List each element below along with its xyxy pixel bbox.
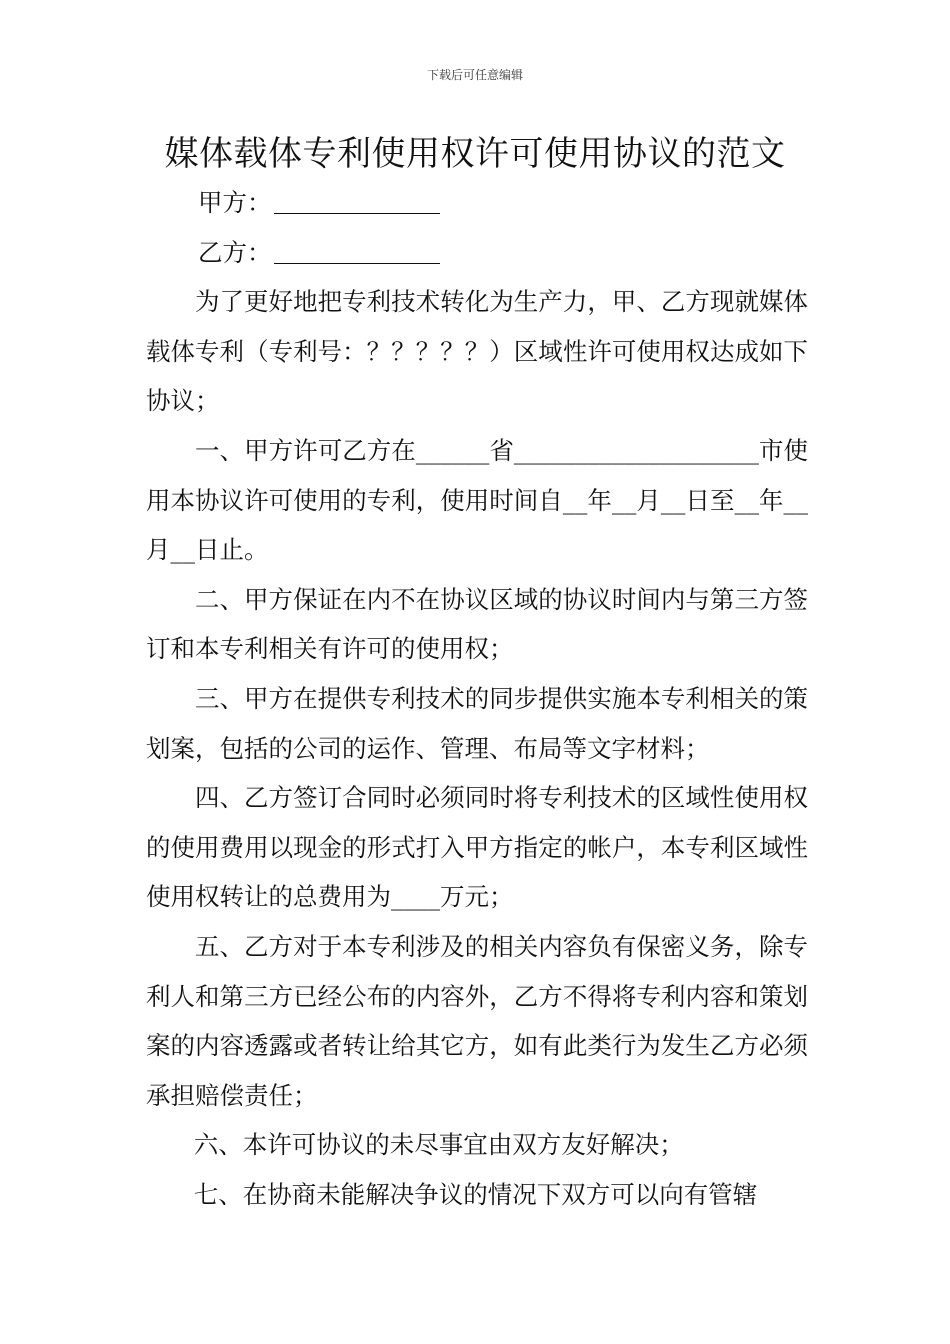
paragraph-clause-1: 一、甲方许可乙方在______省____________________市使用本协议许可使用的专利，使用时间自__年__月__日至__年__月__日止。 — [146, 435, 808, 565]
paragraph-clause-6: 六、本许可协议的未尽事宜由双方友好解决； — [193, 1130, 684, 1160]
page-header-note: 下载后可任意编辑 — [426, 68, 523, 82]
party-b-blank — [274, 262, 440, 264]
paragraph-clause-7: 七、在协商未能解决争议的情况下双方可以向有管辖 — [193, 1179, 758, 1209]
document-body — [146, 178, 808, 1219]
document-title: 媒体载体专利使用权许可使用协议的范文 — [164, 134, 786, 174]
paragraph-clause-4: 四、乙方签订合同时必须同时将专利技术的区域性使用权的使用费用以现金的形式打入甲方指定的帐户，本专利区域性使用权转让的总费用为____万元； — [146, 783, 808, 912]
paragraph-clause-5: 五、乙方对于本专利涉及的相关内容负有保密义务，除专利人和第三方已经公布的内容外，乙方不得将专利内容和策划案的内容透露或者转让给其它方，如有此类行为发生乙方必须承担赔偿责任； — [146, 931, 808, 1110]
party-a-line — [146, 178, 808, 228]
paragraph-clause-3: 三、甲方在提供专利技术的同步提供实施本专利相关的策划案，包括的公司的运作、管理、布局等文字材料； — [146, 683, 808, 763]
party-a-blank — [274, 212, 440, 214]
party-b-label: 乙方： — [198, 237, 272, 267]
party-a-label: 甲方： — [198, 188, 272, 217]
paragraph-intro: 为了更好地把专利技术转化为生产力，甲、乙方现就媒体载体专利（专利号：？？？？？）区域性许可使用权达成如下协议； — [146, 287, 808, 416]
party-b-line — [146, 228, 808, 278]
paragraph-clause-2: 二、甲方保证在内不在协议区域的协议时间内与第三方签订和本专利相关有许可的使用权； — [146, 584, 808, 664]
